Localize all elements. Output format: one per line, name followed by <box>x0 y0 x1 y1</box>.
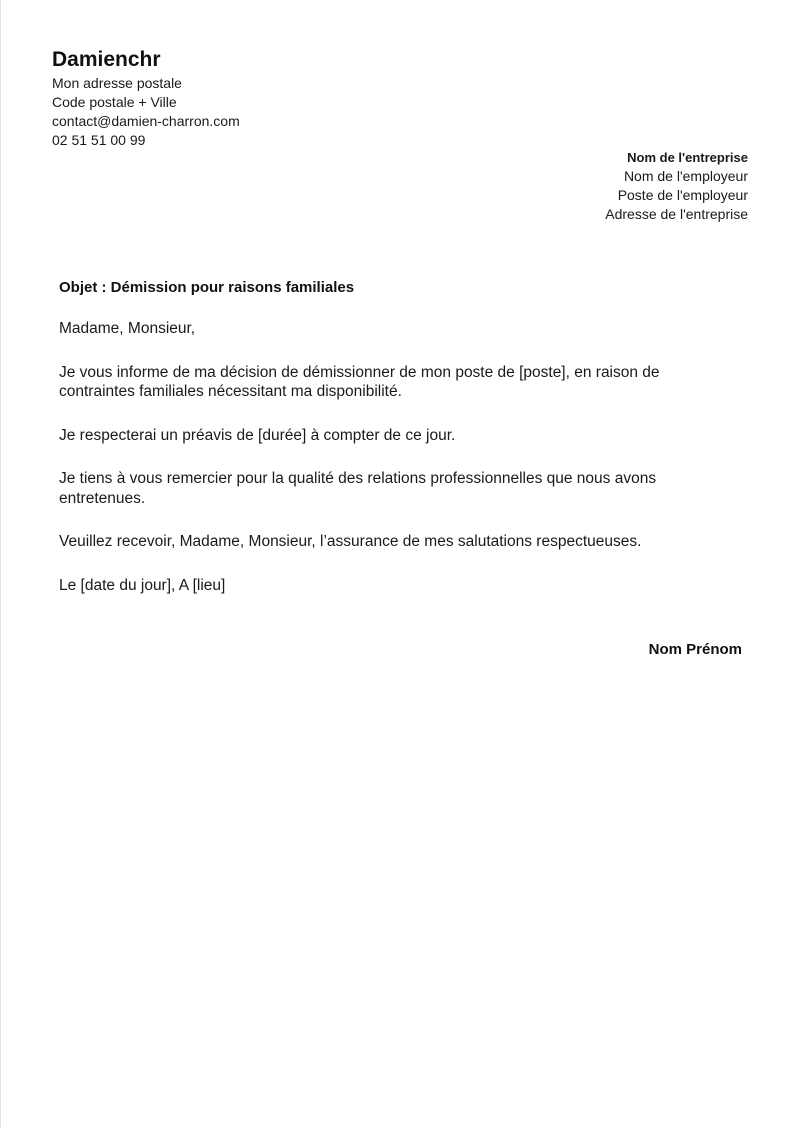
letter-date-place: Le [date du jour], A [lieu] <box>59 576 226 594</box>
recipient-employer: Nom de l'employeur <box>623 168 748 184</box>
letter-signature: Nom Prénom <box>648 641 742 658</box>
letter-subject: Objet : Démission pour raisons familiales <box>59 279 355 296</box>
letter-paragraph-3: Je tiens à vous remercier pour la qualité des relations professionnelles que nous avons entretenues. <box>59 470 657 507</box>
sender-block <box>52 46 240 150</box>
letter-paragraph-2: Je respecterai un préavis de [durée] à compter de ce jour. <box>59 426 456 444</box>
recipient-address: Adresse de l'entreprise <box>605 206 748 222</box>
letter-paragraph-1: Je vous informe de ma décision de démissionner de mon poste de [poste], en raison de contraintes familiales nécessitant ma disponibilité. <box>59 363 660 400</box>
letter-body <box>59 278 699 619</box>
sender-name: Damienchr <box>52 48 161 71</box>
sender-phone: 02 51 51 00 99 <box>52 132 146 148</box>
sender-email: contact@damien-charron.com <box>52 113 240 129</box>
letter-greeting: Madame, Monsieur, <box>59 320 196 337</box>
letter-closing: Veuillez recevoir, Madame, Monsieur, l’assurance de mes salutations respectueuses. <box>59 533 642 550</box>
sender-address: Mon adresse postale <box>52 75 182 91</box>
recipient-position: Poste de l'employeur <box>617 187 748 203</box>
recipient-block <box>605 148 748 224</box>
recipient-company: Nom de l'entreprise <box>627 150 748 165</box>
sender-city: Code postale + Ville <box>52 94 177 110</box>
